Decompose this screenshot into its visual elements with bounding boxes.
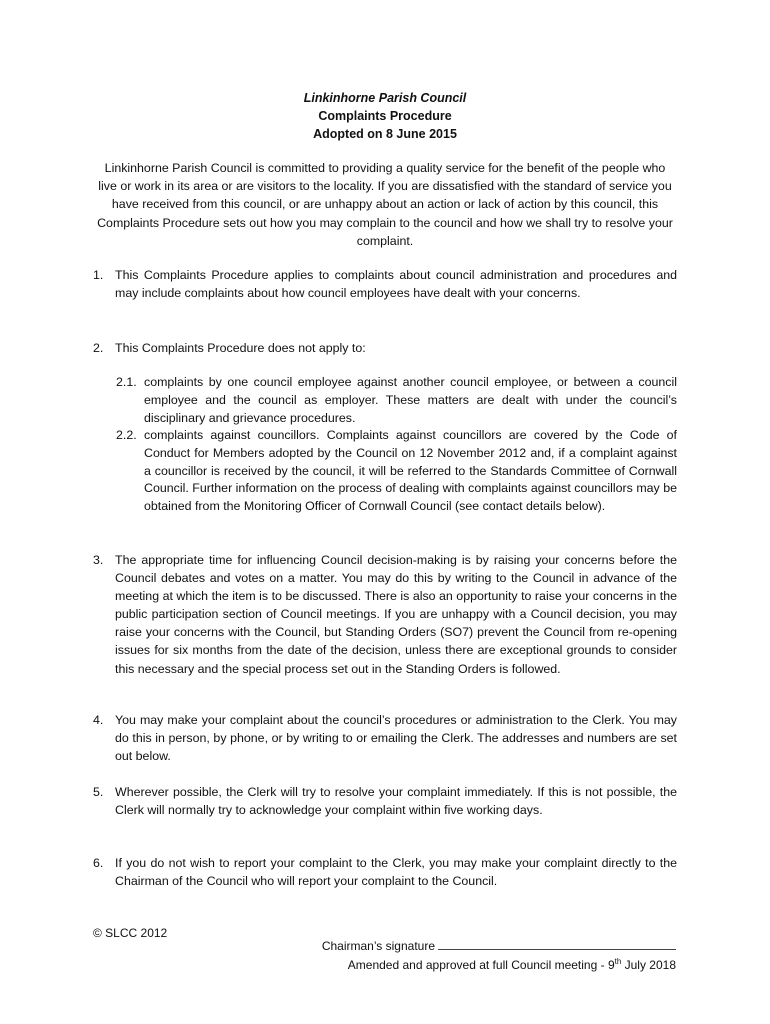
item-text: The appropriate time for influencing Council decision-making is by raising your concerns before the Council debates and votes on a matter. You may do this by writing to the Council in advance of the meeting at which the item is to be discussed. There is also an opportunity to raise your concerns in the public participation section of Council meetings. If you are unhappy with a Council decision, you may raise your concerns with the Council, but Standing Orders (SO7) prevent the Council from re-opening issues for six months from the date of the decision, unless there are exceptional grounds to consider this necessary and the special process set out in the Standing Orders is followed. xyxy=(115,553,677,676)
list-item-2 xyxy=(93,339,677,357)
signature-label: Chairman’s signature xyxy=(321,939,435,953)
item-number: 5. xyxy=(93,785,104,799)
item-number: 1. xyxy=(93,268,104,282)
amended-prefix: Amended and approved at full Council meeting - 9 xyxy=(347,958,615,972)
item-number: 6. xyxy=(93,856,104,870)
item-number: 4. xyxy=(93,713,104,727)
amended-suffix: July 2018 xyxy=(621,958,676,972)
list-item-1 xyxy=(93,266,677,302)
footer-signature-block xyxy=(322,938,676,973)
list-item-4 xyxy=(93,711,677,765)
title-block xyxy=(0,89,770,143)
list-item-6 xyxy=(93,854,677,890)
sub-item-text: complaints by one council employee against another council employee, or between a council employee and the council as employer. These matters are dealt with under the council’s disciplinary and grievance procedures. xyxy=(144,375,677,425)
council-name: Linkinhorne Parish Council xyxy=(303,91,467,105)
sub-item-number: 2.2. xyxy=(116,428,137,442)
signature-row xyxy=(322,938,676,954)
item-text: This Complaints Procedure applies to complaints about council administration and procedures and may include complaints about how council employees have dealt with your concerns. xyxy=(115,268,677,301)
sub-item-2-1 xyxy=(116,374,677,427)
list-item-3 xyxy=(93,551,677,678)
list-item-5 xyxy=(93,783,677,819)
item-text: You may make your complaint about the council’s procedures or administration to the Clerk. You may do this in person, by phone, or by writing to or emailing the Clerk. The addresses and numbers are set out below. xyxy=(115,713,677,764)
item-text: Wherever possible, the Clerk will try to resolve your complaint immediately. If this is not possible, the Clerk will normally try to acknowledge your complaint within five working days. xyxy=(115,785,677,818)
sub-item-2-2 xyxy=(116,427,677,516)
item-number: 3. xyxy=(93,553,104,567)
copyright: © SLCC 2012 xyxy=(93,926,168,940)
item-number: 2. xyxy=(93,341,104,355)
amended-superscript: th xyxy=(614,957,622,966)
sub-item-text: complaints against councillors. Complaints against councillors are covered by the Code of Conduct for Members adopted by the Council on 12 November 2012 and, if a complaint against a councillor is received by the council, it will be referred to the Standards Committee of Cornwall Council. Further information on the process of dealing with complaints against councillors may be obtained from the Monitoring Officer of Cornwall Council (see contact details below). xyxy=(144,428,677,514)
sub-item-number: 2.1. xyxy=(116,375,137,389)
signature-line xyxy=(438,939,676,950)
item-text: If you do not wish to report your complaint to the Clerk, you may make your complaint directly to the Chairman of the Council who will report your complaint to the Council. xyxy=(115,856,677,889)
document-title: Complaints Procedure xyxy=(318,109,452,123)
intro-paragraph: Linkinhorne Parish Council is committed to providing a quality service for the benefit of the people who live or work in its area or are visitors to the locality. If you are dissatisfied with the standard of service you have received from this council, or are unhappy about an action or lack of action by this council, this Complaints Procedure sets out how you may complain to the council and how we shall try to resolve your complaint. xyxy=(97,161,673,248)
amended-note xyxy=(322,954,676,973)
adopted-date: Adopted on 8 June 2015 xyxy=(313,127,457,141)
item-text: This Complaints Procedure does not apply to: xyxy=(115,341,366,355)
